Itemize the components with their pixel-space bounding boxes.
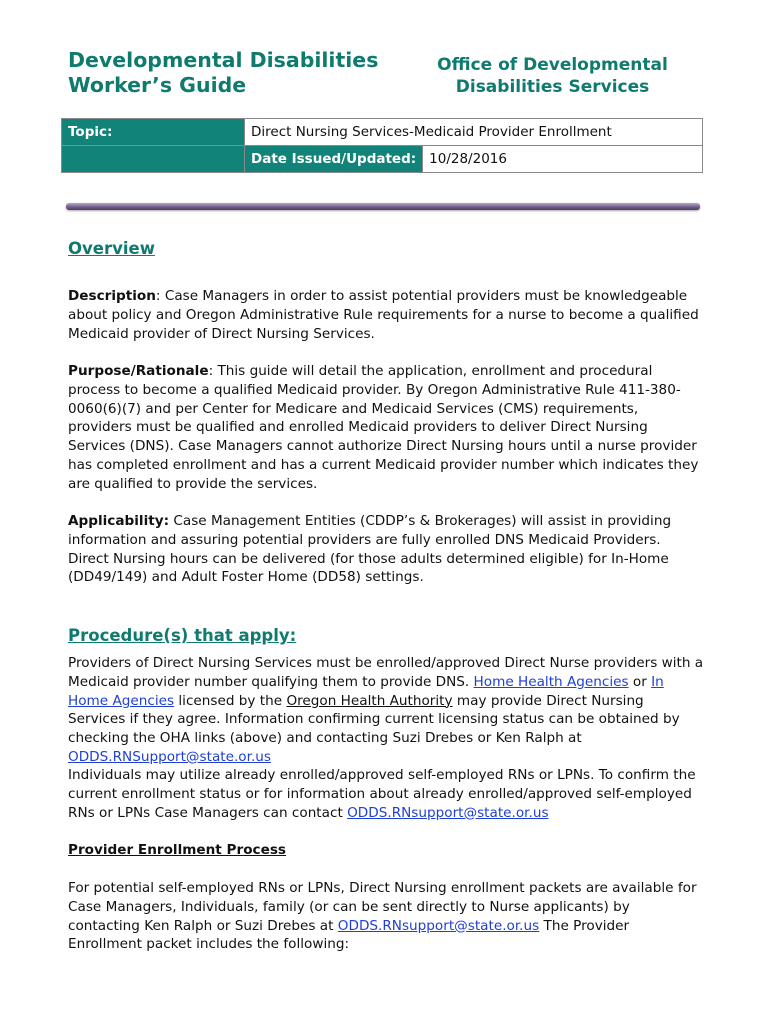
applicability-paragraph <box>68 512 704 587</box>
purpose-text: : This guide will detail the application, enrollment and procedural process to become a qualified Medicaid provider. By Oregon Administrative Rule 411-380-0060(6)(7) and per Center for Medicare and Medicaid Services (CMS) requirements, providers must be qualified and enrolled Medicaid providers to deliver Direct Nursing Services (DNS). Case Managers cannot authorize Direct Nursing hours until a nurse provider has completed enrollment and has a current Medicaid provider number which indicates they are qualified to provide the services. <box>68 363 699 492</box>
enrollment-subheading-para <box>68 841 704 860</box>
procedure-p1-text-b: licensed by the <box>174 692 287 709</box>
procedure-paragraph-2 <box>68 766 704 822</box>
procedure-p2-text: Individuals may utilize already enrolled/approved self-employed RNs or LPNs. To confirm the current enrollment status or for information about already enrolled/approved self-employed RNs or LPNs Case Managers can contact <box>68 767 696 821</box>
procedure-paragraph-1 <box>68 654 704 767</box>
purpose-paragraph <box>68 362 704 494</box>
guide-title-line1: Developmental Disabilities <box>68 48 379 72</box>
procedure-p3-text-a: For potential self-employed RNs or LPNs, Direct Nursing enrollment packets are available for Case Managers, Individuals, family (or can be sent directly to Nurse applicants) by contacting Ken Ralph or Suzi Drebes at <box>68 880 697 934</box>
overview-heading: Overview <box>68 239 155 258</box>
procedure-paragraph-3 <box>68 879 704 954</box>
purpose-label: Purpose/Rationale <box>68 363 209 379</box>
meta-table <box>61 118 703 173</box>
topic-value: Direct Nursing Services-Medicaid Provider Enrollment <box>245 119 703 146</box>
topic-label-spacer <box>62 146 245 173</box>
topic-label: Topic: <box>62 119 245 146</box>
email-link-3[interactable]: ODDS.RNsupport@state.or.us <box>337 917 540 934</box>
email-link-1[interactable]: ODDS.RNSupport@state.or.us <box>68 748 271 765</box>
home-health-agencies-link[interactable]: Home Health Agencies <box>473 673 629 690</box>
email-link-2[interactable]: ODDS.RNsupport@state.or.us <box>347 804 549 821</box>
description-text: : Case Managers in order to assist potential providers must be knowledgeable about policy and Oregon Administrative Rule requirements for a nurse to become a qualified Medicaid provider of Direct Nursing Services. <box>68 288 699 342</box>
office-title-line2: Disabilities Services <box>455 77 650 97</box>
guide-title <box>68 48 408 98</box>
applicability-label: Applicability: <box>68 513 170 529</box>
section-divider <box>66 203 700 210</box>
provider-enrollment-subheading: Provider Enrollment Process <box>68 842 286 858</box>
oregon-health-authority: Oregon Health Authority <box>286 692 453 709</box>
procedure-heading: Procedure(s) that apply: <box>68 626 297 645</box>
applicability-text: Case Management Entities (CDDP’s & Brokerages) will assist in providing information and assuring potential providers are fully enrolled DNS Medicaid Providers. Direct Nursing hours can be delivered (for those adults determined eligible) for In-Home (DD49/149) and Adult Foster Home (DD58) settings. <box>68 513 672 586</box>
date-row <box>62 146 703 173</box>
description-label: Description <box>68 288 156 304</box>
office-title-line1: Office of Developmental <box>437 55 668 75</box>
date-cell <box>245 146 703 173</box>
in-home-agencies-link[interactable]: In Home Agencies <box>68 673 664 709</box>
date-value: 10/28/2016 <box>429 151 507 167</box>
guide-title-line2: Worker’s Guide <box>68 73 247 97</box>
procedure-p3-text-b: The Provider Enrollment packet includes the following: <box>68 917 630 953</box>
procedure-p1-text-a: Providers of Direct Nursing Services must be enrolled/approved Direct Nurse providers with a Medicaid provider number qualifying them to provide DNS. <box>68 655 704 690</box>
description-paragraph <box>68 287 704 343</box>
procedure-p1-text-c: may provide Direct Nursing Services if they agree. Information confirming current licensing status can be obtained by checking the OHA links (above) and contacting Suzi Drebes or Ken Ralph at <box>68 692 680 747</box>
date-label: Date Issued/Updated: <box>245 146 423 172</box>
topic-row <box>62 119 703 146</box>
procedure-p1-or: or <box>628 673 652 690</box>
office-title <box>410 54 695 98</box>
